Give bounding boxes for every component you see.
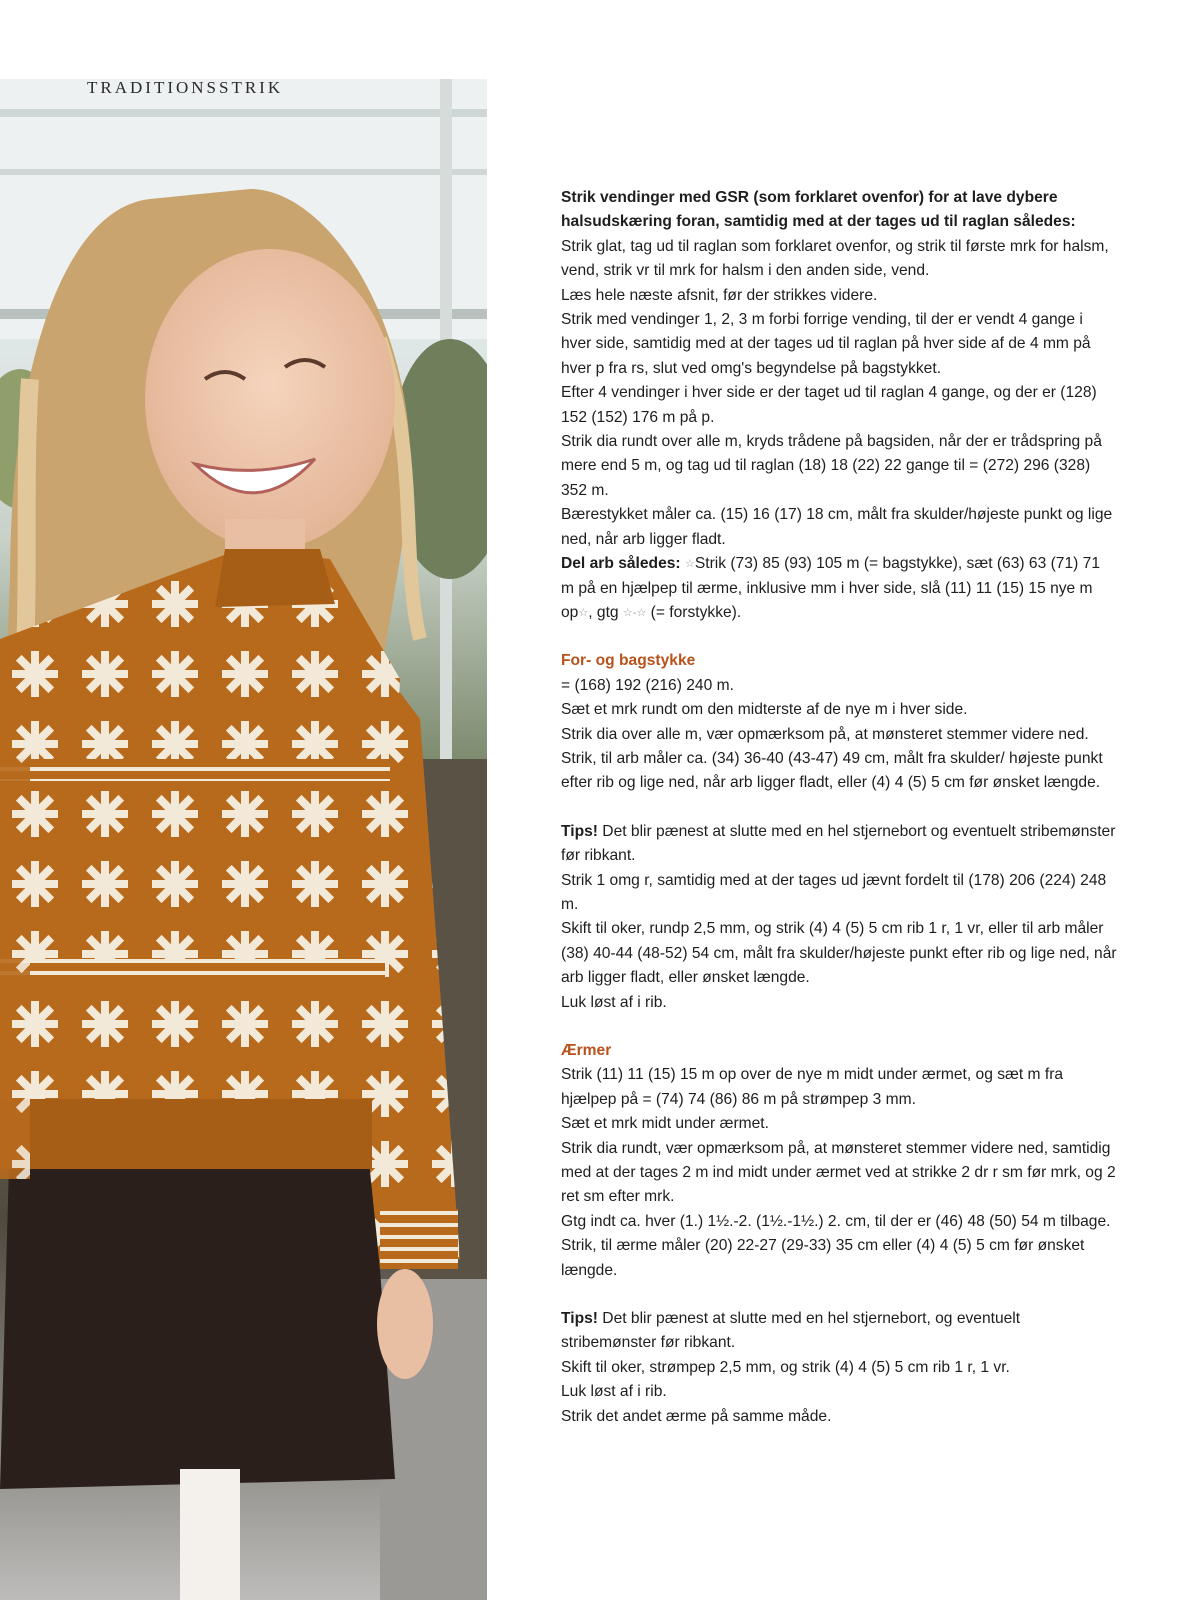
del-arb-text: Strik (73) 85 (93) 105 m (= bagstykke), sæt (63) 63 (71) 71 m på en hjælpep til ærme, inklusive mm i hver side, slå (11) 11 (15) 15 nye m op [561, 555, 1101, 621]
tips-label: Tips! [561, 822, 598, 840]
tips-label: Tips! [561, 1310, 598, 1328]
intro-lead: Strik vendinger med GSR (som forklaret ovenfor) for at lave dybere halsudskæring foran, samtidig med at der tages ud til raglan således: [561, 189, 1076, 231]
tips-paragraph [561, 820, 1117, 869]
body-line: Strik, til ærme måler (20) 22-27 (29-33) 35 cm eller (4) 4 (5) 5 cm før ønsket længde. [561, 1237, 1085, 1279]
intro-line: Læs hele næste afsnit, før der strikkes videre. [561, 286, 878, 304]
body-line: Luk løst af i rib. [561, 993, 667, 1011]
body-line: Luk løst af i rib. [561, 1383, 667, 1401]
section-label: TRADITIONSSTRIK [87, 78, 284, 97]
del-arb-text: , gtg [588, 603, 623, 621]
star-icon: ☆ [684, 558, 695, 571]
star-icon: ☆ [578, 606, 589, 619]
pattern-instructions [561, 186, 1117, 1429]
body-line: Strik (11) 11 (15) 15 m op over de nye m midt under ærmet, og sæt m fra hjælpep på = (74) 74 (86) 86 m på strømpep 3 mm. [561, 1066, 1064, 1108]
body-line: Strik det andet ærme på samme måde. [561, 1407, 832, 1425]
body-line: Strik 1 omg r, samtidig med at der tages ud jævnt fordelt til (178) 206 (224) 248 m. [561, 871, 1107, 913]
del-arb-label: Del arb således: [561, 555, 681, 573]
intro-line: Efter 4 vendinger i hver side er der taget ud til raglan 4 gange, og der er (128) 152 (152) 176 m på p. [561, 384, 1097, 426]
intro-line: Strik med vendinger 1, 2, 3 m forbi forrige vending, til der er vendt 4 gange i hver side, samtidig med at der tages ud til raglan på hver side af de 4 mm på hver p fra rs, slut ved omg's begyndelse på bagstykket. [561, 311, 1091, 377]
body-line: Strik, til arb måler ca. (34) 36-40 (43-47) 49 cm, målt fra skulder/ højeste punkt efter rib og lige ned, når arb ligger fladt, eller (4) 4 (5) 5 cm før ønsket længde. [561, 749, 1103, 792]
intro-line: Strik dia rundt over alle m, kryds trådene på bagsiden, når der er trådspring på mere end 5 m, og tag ud til raglan (18) 18 (22) 22 gange til = (272) 296 (328) 352 m. [561, 433, 1102, 499]
star-pair-icon: ☆-☆ [622, 606, 647, 619]
section-heading-aermer: Ærmer [561, 1042, 612, 1059]
body-line: = (168) 192 (216) 240 m. [561, 676, 734, 694]
section-heading-for-bagstykke: For- og bagstykke [561, 652, 696, 670]
body-line: Strik dia over alle m, vær opmærksom på, at mønsteret stemmer videre ned. [561, 725, 1089, 743]
body-line: Skift til oker, strømpep 2,5 mm, og strik (4) 4 (5) 5 cm rib 1 r, 1 vr. [561, 1358, 1010, 1376]
body-line: Sæt et mrk midt under ærmet. [561, 1115, 769, 1133]
hero-photo [0, 79, 487, 1600]
body-line: Strik dia rundt, vær opmærksom på, at mønsteret stemmer videre ned, samtidig med at der tages 2 m ind midt under ærmet ved at strikke 2 dr r sm før mrk, og 2 ret sm efter mrk. [561, 1139, 1116, 1206]
intro-line: Strik glat, tag ud til raglan som forklaret ovenfor, og strik til første mrk for halsm, vend, strik vr til mrk for halsm i den anden side, vend. [561, 237, 1109, 280]
girl-in-fair-isle-sweater-photo [0, 79, 487, 1600]
body-line: Gtg indt ca. hver (1.) 1½.-2. (1½.-1½.) 2. cm, til der er (46) 48 (50) 54 m tilbage. [561, 1212, 1111, 1230]
tips-text: Det blir pænest at slutte med en hel stjernebort og eventuelt stribemønster før ribkant. [561, 822, 1116, 865]
body-line: Sæt et mrk rundt om den midterste af de nye m i hver side. [561, 701, 968, 719]
tips-paragraph [561, 1307, 1117, 1356]
intro-line: Bærestykket måler ca. (15) 16 (17) 18 cm, målt fra skulder/højeste punkt og lige ned, når arb ligger fladt. [561, 506, 1113, 548]
del-arb-text: (= forstykke). [646, 603, 742, 621]
del-arb-paragraph [561, 552, 1117, 625]
tips-text: Det blir pænest at slutte med en hel stjernebort, og eventuelt stribemønster før ribkant. [561, 1310, 1021, 1352]
body-line: Skift til oker, rundp 2,5 mm, og strik (4) 4 (5) 5 cm rib 1 r, 1 vr, eller til arb måler (38) 40-44 (48-52) 54 cm, målt fra skulder/højeste punkt efter rib og lige ned, når arb ligger fladt, eller ønsket længde. [561, 920, 1117, 987]
